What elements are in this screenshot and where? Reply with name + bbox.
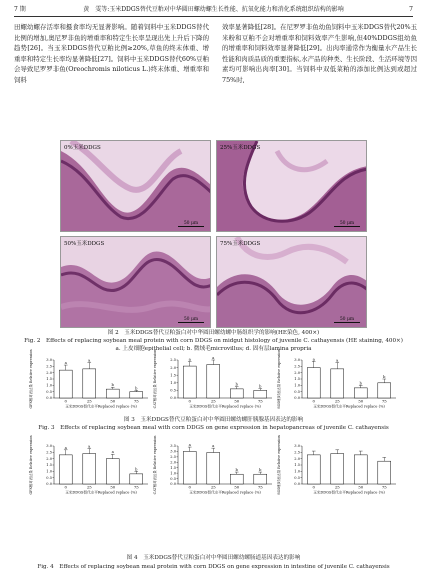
y-tick-label: 0.0 xyxy=(46,482,52,487)
y-tick-label: 3.0 xyxy=(170,449,176,454)
significance-letter: a xyxy=(212,443,215,449)
y-tick-label: 0.0 xyxy=(46,396,52,401)
header-rule xyxy=(14,16,413,17)
y-tick-label: 2.5 xyxy=(294,364,300,369)
significance-letter: b xyxy=(135,466,138,472)
text-column-left xyxy=(14,22,209,86)
y-tick-label: 1.5 xyxy=(294,377,300,382)
figure-4-caption-en: Fig. 4 Effects of replacing soybean meal protein with corn DDGS on gene expression in intestine of juvenile C. cathayensis xyxy=(37,564,390,570)
figure-4-caption-cn: 图 4 玉米DDGS替代豆粕蛋白对中华圆田螺幼螺肠道基因表达的影响 xyxy=(126,555,301,561)
y-tick-label: 1.0 xyxy=(294,383,300,388)
bar xyxy=(106,459,119,484)
chart-fig4-sod xyxy=(276,435,400,500)
significance-letter: a xyxy=(88,443,91,449)
x-tick-label: 0 xyxy=(188,484,191,490)
x-tick-label: 50 xyxy=(234,484,240,490)
significance-letter: a xyxy=(64,444,67,450)
x-tick-label: 75 xyxy=(133,484,139,490)
scale-bar-label: 50 μm xyxy=(183,316,199,322)
y-tick-label: 1.0 xyxy=(170,471,176,476)
y-axis-label: SOD相对表达量 Relative expression xyxy=(277,435,281,495)
y-tick-label: 2.0 xyxy=(170,460,176,465)
significance-letter: a xyxy=(188,356,191,362)
x-axis-label: 玉米DDGS替代水平Replaced replace (%) xyxy=(65,404,137,409)
x-tick-label: 25 xyxy=(210,484,216,490)
figure-3-caption-cn: 图 3 玉米DDGS替代豆粕蛋白对中华圆田螺幼螺肝胰腺基因表达的影响 xyxy=(123,417,304,423)
y-tick-label: 1.0 xyxy=(46,469,52,474)
significance-letter: b xyxy=(111,382,114,388)
running-header xyxy=(14,5,413,15)
y-tick-label: 3.0 xyxy=(294,444,300,449)
chart-fig3-sod xyxy=(276,349,400,414)
figure-2-note: a. 上皮细胞epithelial cell; b. 微绒毛microvillus; d. 固有层lamina propria xyxy=(115,346,312,352)
bar xyxy=(354,388,367,398)
x-tick-label: 75 xyxy=(133,398,139,404)
bar xyxy=(230,389,243,398)
y-tick-label: 1.0 xyxy=(46,383,52,388)
bar xyxy=(130,474,143,484)
y-tick-label: 0.0 xyxy=(294,482,300,487)
bar xyxy=(183,451,196,484)
y-tick-label: 0.5 xyxy=(170,388,176,393)
x-axis-label: 玉米DDGS替代水平Replaced replace (%) xyxy=(313,490,385,495)
figure-2-micrographs xyxy=(60,140,367,326)
bar xyxy=(207,453,220,484)
paragraph-right: 效率显著降低[28]。在尼罗罗非鱼幼鱼饲料中玉米DDGS替代20%玉米粉和豆粕不会对增重率和饲料效率产生影响,但40%DDGS组幼鱼的增重率和饲料效率显著降低[29]。出肉率通常作为衡量水产品生长性能和肉质品质的重要指标,水产品的种类、生长阶段、生活环境等因素均可影响出肉率[30]。当饲料中双低菜粕的添加比例达到或超过75%时, xyxy=(222,23,417,84)
bar xyxy=(254,390,267,398)
bar xyxy=(130,392,143,398)
y-tick-label: 1.5 xyxy=(46,377,52,382)
chart-fig4-cat xyxy=(152,435,276,500)
bar xyxy=(183,366,196,398)
bar xyxy=(106,389,119,398)
bar xyxy=(378,383,391,398)
scale-bar xyxy=(178,315,204,323)
significance-letter: b xyxy=(235,467,238,473)
y-tick-label: 3.0 xyxy=(46,444,52,449)
x-axis-label: 玉米DDGS替代水平Replaced replace (%) xyxy=(65,490,137,495)
y-tick-label: 0.5 xyxy=(294,475,300,480)
bar xyxy=(207,365,220,398)
significance-letter: b xyxy=(359,380,362,386)
y-tick-label: 0.0 xyxy=(170,482,176,487)
x-tick-label: 75 xyxy=(381,484,387,490)
paragraph-left: 田螺幼螺存活率和摄食率均无显著影响。随着饲料中玉米DDGS替代比例的增加,奥尼罗非鱼的增重率和特定生长率呈现出先上升后下降的趋势[26]。当玉米DDGS替代豆粕比例≥20%,草鱼的终末体重、增重率和特定生长率均显著降低[27]。饲料中玉米DDGS替代60%豆粕会导致尼罗罗非鱼(Oreochromis niloticus L.)终末体重、增重率和饲料 xyxy=(14,23,209,84)
x-tick-label: 75 xyxy=(381,398,387,404)
y-axis-label: GPX相对表达量 Relative expression xyxy=(29,435,33,495)
panel-label: 25%玉米DDGS xyxy=(220,145,261,151)
bar xyxy=(354,455,367,484)
scale-bar xyxy=(178,219,204,227)
y-tick-label: 2.5 xyxy=(294,450,300,455)
significance-letter: a xyxy=(312,356,315,362)
y-tick-label: 2.0 xyxy=(294,370,300,375)
x-tick-label: 0 xyxy=(312,484,315,490)
panel-label: 75%玉米DDGS xyxy=(220,241,261,247)
y-tick-label: 1.5 xyxy=(294,463,300,468)
micrograph-panel-75 xyxy=(216,236,367,328)
issue-number: 7 期 xyxy=(14,6,26,13)
significance-letter: a xyxy=(111,449,114,455)
y-tick-label: 0.0 xyxy=(294,396,300,401)
bar xyxy=(59,455,72,484)
chart-fig3-gpx xyxy=(28,349,152,414)
y-tick-label: 3.0 xyxy=(294,358,300,363)
scale-bar-label: 50 μm xyxy=(339,220,355,226)
y-tick-label: 0.5 xyxy=(46,389,52,394)
y-tick-label: 2.0 xyxy=(46,370,52,375)
x-tick-label: 50 xyxy=(110,398,116,404)
significance-letter: b xyxy=(259,383,262,389)
x-tick-label: 25 xyxy=(334,484,340,490)
y-tick-label: 2.0 xyxy=(294,456,300,461)
page-number: 7 xyxy=(409,6,413,13)
y-tick-label: 2.5 xyxy=(46,364,52,369)
bar xyxy=(59,370,72,398)
x-tick-label: 50 xyxy=(110,484,116,490)
significance-letter: a xyxy=(188,442,191,448)
y-tick-label: 2.0 xyxy=(170,365,176,370)
y-tick-label: 3.0 xyxy=(46,358,52,363)
chart-fig3-cat xyxy=(152,349,276,414)
chart-fig4-gpx xyxy=(28,435,152,500)
panel-label: 0%玉米DDGS xyxy=(64,145,101,151)
bar xyxy=(378,461,391,484)
y-axis-label: CAT相对表达量 Relative expression xyxy=(153,435,157,495)
y-tick-label: 2.5 xyxy=(170,358,176,363)
y-axis-label: CAT相对表达量 Relative expression xyxy=(153,349,157,409)
y-tick-label: 1.5 xyxy=(170,373,176,378)
bar xyxy=(307,455,320,484)
micrograph-panel-0 xyxy=(60,140,211,232)
significance-letter: b xyxy=(135,385,138,391)
bar xyxy=(83,454,96,484)
x-tick-label: 25 xyxy=(86,484,92,490)
figure-2-caption-en: Fig. 2 Effects of replacing soybean meal protein with corn DDGS on midgut histology of juvenile C. cathayensis (HE staining, 400×) xyxy=(24,338,403,344)
x-tick-label: 25 xyxy=(86,398,92,404)
x-axis-label: 玉米DDGS替代水平Replaced replace (%) xyxy=(313,404,385,409)
scale-bar xyxy=(334,219,360,227)
y-tick-label: 2.0 xyxy=(46,456,52,461)
x-tick-label: 25 xyxy=(334,398,340,404)
scale-bar-label: 50 μm xyxy=(183,220,199,226)
y-tick-label: 2.5 xyxy=(46,450,52,455)
figure-4-charts xyxy=(28,435,400,500)
x-tick-label: 0 xyxy=(64,398,67,404)
y-tick-label: 0.5 xyxy=(294,389,300,394)
text-column-right xyxy=(222,22,417,86)
bar xyxy=(254,474,267,484)
y-tick-label: 1.5 xyxy=(46,463,52,468)
x-tick-label: 0 xyxy=(64,484,67,490)
y-tick-label: 1.0 xyxy=(170,381,176,385)
y-tick-label: 0.5 xyxy=(170,476,176,481)
running-title: 黄 雯等:玉米DDGS替代豆粕对中华圆田螺幼螺生长性能、抗氧化能力和消化系统组织结构的影响 xyxy=(83,6,344,13)
x-tick-label: 50 xyxy=(358,398,364,404)
bar xyxy=(230,474,243,484)
significance-letter: a xyxy=(88,357,91,363)
significance-letter: a xyxy=(212,355,215,360)
y-tick-label: 0.0 xyxy=(170,396,176,401)
significance-letter: b xyxy=(235,381,238,387)
significance-letter: a xyxy=(336,357,339,363)
bar xyxy=(331,369,344,398)
y-tick-label: 2.5 xyxy=(170,455,176,460)
bar xyxy=(307,368,320,398)
y-axis-label: GPX相对表达量 Relative expression xyxy=(29,349,33,409)
x-tick-label: 0 xyxy=(312,398,315,404)
x-axis-label: 玉米DDGS替代水平Replaced replace (%) xyxy=(189,490,261,495)
panel-label: 50%玉米DDGS xyxy=(64,241,105,247)
y-tick-label: 1.0 xyxy=(294,469,300,474)
significance-letter: b xyxy=(383,374,386,379)
bar xyxy=(331,454,344,484)
micrograph-panel-50 xyxy=(60,236,211,328)
x-tick-label: 0 xyxy=(188,398,191,404)
figure-2-caption-cn: 图 2 玉米DDGS替代豆粕蛋白对中华圆田螺幼螺中肠组织学的影响(HE染色, 400×) xyxy=(107,330,320,336)
x-tick-label: 50 xyxy=(234,398,240,404)
figure-3-caption-en: Fig. 3 Effects of replacing soybean meal with corn DDGS on gene expression in hepatopancreas of juvenile C. cathayensis xyxy=(38,425,389,431)
x-tick-label: 50 xyxy=(358,484,364,490)
y-axis-label: SOD相对表达量 Relative expression xyxy=(277,349,281,409)
x-axis-label: 玉米DDGS替代水平Replaced replace (%) xyxy=(189,404,261,409)
micrograph-panel-25 xyxy=(216,140,367,232)
scale-bar-label: 50 μm xyxy=(339,316,355,322)
significance-letter: a xyxy=(64,360,67,366)
scale-bar xyxy=(334,315,360,323)
significance-letter: b xyxy=(259,467,262,473)
y-tick-label: 3.5 xyxy=(170,444,176,449)
y-tick-label: 0.5 xyxy=(46,475,52,480)
x-tick-label: 75 xyxy=(257,398,263,404)
x-tick-label: 75 xyxy=(257,484,263,490)
bar xyxy=(83,369,96,398)
x-tick-label: 25 xyxy=(210,398,216,404)
y-tick-label: 1.5 xyxy=(170,465,176,470)
